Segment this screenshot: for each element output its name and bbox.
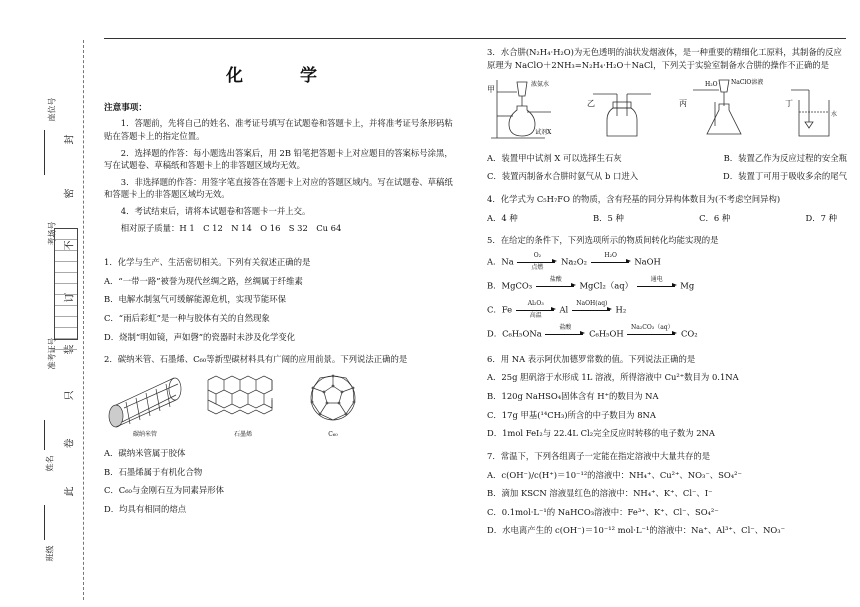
rx-condition: 高温 (529, 311, 542, 319)
question-3-options-row (487, 170, 847, 183)
reaction-arrow (627, 325, 677, 343)
reaction-arrow (545, 325, 585, 343)
c60-caption: C₆₀ (328, 430, 338, 438)
reaction-arrow (517, 253, 557, 271)
apparatus-text: H₂O (705, 81, 718, 89)
field-name: 姓名 (45, 455, 55, 472)
question-4-option: A．4 种 (487, 212, 518, 223)
question-6-option: C．17g 甲基(¹⁴CH₃)所含的中子数目为 8NA (487, 409, 656, 420)
apparatus-figure (487, 76, 847, 146)
apparatus-jia (487, 76, 565, 146)
rx-condition: Al₂O₃ (527, 299, 544, 307)
question-6-option: D．1mol FeI₂与 22.4L Cl₂完全反应时转移的电子数为 2NA (487, 428, 715, 439)
carbon-materials-figure (104, 372, 459, 439)
question-6-option: B．120g NaHSO₄固体含有 H⁺的数目为 NA (487, 391, 659, 402)
apparatus-ding (785, 76, 847, 146)
field-seat-number-line (44, 130, 45, 175)
question-4-option: B．5 种 (593, 212, 624, 223)
rx-end: Mg (680, 280, 695, 291)
question-3-stem: 3．水合肼(N₂H₄·H₂O)为无色透明的油状发烟液体，是一种重要的精细化工原料，其制备的反应原理为 NaClO＋2NH₃=N₂H₄·H₂O＋NaCl，下列关于实验室制备水合肼的操作不正确的是 (487, 47, 842, 70)
question-5-option-b (487, 277, 847, 295)
rx-start: B．MgCO₃ (487, 280, 533, 291)
rx-condition: 盐酸 (549, 275, 562, 283)
field-exam-room: 考场号 (47, 221, 57, 246)
reaction-arrow (637, 277, 677, 295)
question-1-option: B．电解水制氢气可缓解能源危机，实现节能环保 (104, 294, 287, 305)
apparatus-text: 水 (831, 111, 838, 119)
question-4-options-row (487, 212, 847, 225)
apparatus-label: 乙 (587, 99, 595, 109)
apparatus-label: 丁 (785, 99, 793, 109)
notice-item: 4．考试结束后，请将本试题卷和答题卡一并上交。 (120, 206, 311, 217)
question-7-option: A．c(OH⁻)/c(H⁺)＝10⁻¹²的溶液中：NH₄⁺、Cu²⁺、NO₃⁻、SO₄²⁻ (487, 469, 742, 480)
question-7-stem: 7．常温下，下列各组离子一定能在指定溶液中大量共存的是 (487, 450, 711, 461)
rx-condition: H₂O (604, 251, 617, 259)
notice-heading: 注意事项： (104, 102, 147, 113)
rx-middle: MgCl₂（aq） (579, 280, 633, 291)
question-6-option: A．25g 胆矾溶于水形成 1L 溶液，所得溶液中 Cu²⁺数目为 0.1NA (487, 372, 739, 383)
question-4-option: D．7 种 (805, 212, 837, 223)
seal-char: 装 (64, 344, 76, 355)
page-title: 化 学 (226, 66, 337, 86)
binding-margin (0, 0, 100, 607)
seal-char: 封 (64, 134, 76, 145)
rx-middle: C₆H₅OH (589, 328, 624, 339)
question-1-stem: 1．化学与生产、生活密切相关。下列有关叙述正确的是 (104, 257, 311, 268)
atomic-mass-line: 相对原子质量：H 1 C 12 N 14 O 16 S 32 Cu 64 (120, 222, 342, 233)
question-7-option: B．滴加 KSCN 溶液显红色的溶液中：NH₄⁺、K⁺、Cl⁻、I⁻ (487, 488, 713, 499)
rx-end: CO₂ (681, 328, 698, 339)
question-1-option: A．“一带一路”被誉为现代丝绸之路，丝绸属于纤维素 (104, 275, 303, 286)
question-2-option: A．碳纳米管属于胶体 (104, 447, 186, 458)
question-3-option: B．装置乙作为反应过程的安全瓶 (723, 152, 847, 163)
question-1-option: C．“雨后彩虹”是一种与胶体有关的自然现象 (104, 313, 270, 324)
rx-middle: Al (559, 304, 569, 315)
notice-item: 1．答题前，先将自己的姓名、准考证号填写在试题卷和答题卡上，并将准考证号条形码粘贴在答题卡上的指定位置。 (104, 118, 453, 141)
notice-item: 2．选择题的作答：每小题选出答案后，用 2B 铅笔把答题卡上对应题目的答案标号涂黑，写在试题卷、草稿纸和答题卡上的非答题区域均无效。 (104, 147, 453, 171)
rx-middle: Na₂O₂ (561, 256, 587, 267)
rx-condition: 点燃 (531, 263, 544, 271)
apparatus-text: 浓氨水 (531, 81, 550, 89)
field-admission-number: 准考证号 (47, 337, 57, 370)
question-5-option-d (487, 325, 847, 343)
rx-end: NaOH (634, 256, 661, 267)
question-4-option: C．6 种 (699, 212, 731, 223)
apparatus-bing (679, 76, 763, 146)
apparatus-label: 甲 (487, 85, 495, 95)
notice-item: 3．非选择题的作答：用签字笔直接答在答题卡上对应的答题区域内。写在试题卷、草稿纸和答题卡上的非答题区域均无效。 (104, 176, 453, 200)
reaction-arrow (516, 301, 556, 319)
carbon-nanotube-figure (104, 372, 186, 439)
header-rule (104, 38, 846, 39)
carbon-nanotube-caption: 碳纳米管 (132, 430, 157, 438)
seal-char: 卷 (64, 438, 76, 449)
question-5-stem: 5．在给定的条件下，下列选项所示的物质间转化均能实现的是 (487, 235, 719, 246)
rx-start: C．Fe (487, 304, 513, 315)
apparatus-label: 丙 (679, 99, 687, 109)
seal-char: 密 (64, 188, 76, 199)
question-2-option: C．C₆₀与金刚石互为同素异形体 (104, 485, 225, 496)
rx-end: H₂ (615, 304, 627, 315)
question-3-option: D．装置丁可用于吸收多余的尾气 (723, 171, 847, 182)
rx-condition: Na₂CO₃（aq） (631, 323, 674, 331)
apparatus-text: 试剂X (535, 129, 552, 137)
rx-condition: 盐酸 (559, 323, 572, 331)
question-1-option: D．烧制“明如镜，声如磬”的瓷器时未涉及化学变化 (104, 331, 296, 342)
seal-line (83, 40, 84, 600)
seal-char: 订 (64, 292, 76, 303)
graphene-caption: 石墨烯 (233, 430, 252, 438)
rx-condition: NaOH(aq) (576, 299, 608, 307)
apparatus-text: NaClO溶液 (731, 79, 763, 87)
rx-condition: 通电 (650, 275, 663, 283)
question-7-option: C．0.1mol·L⁻¹的 NaHCO₃溶液中：Fe³⁺、K⁺、Cl⁻、SO₄²⁻ (487, 506, 719, 517)
field-class-line (44, 505, 45, 540)
seal-char: 只 (64, 390, 76, 401)
rx-start: A．Na (487, 256, 514, 267)
left-column (104, 46, 459, 521)
question-5-option-c (487, 301, 847, 319)
question-2-option: D．均具有相同的熔点 (104, 503, 187, 514)
question-7-option: D．水电离产生的 c(OH⁻)＝10⁻¹² mol·L⁻¹的溶液中：Na⁺、Al³⁺、Cl⁻、NO₃⁻ (487, 525, 786, 536)
seal-char: 此 (64, 486, 76, 497)
question-2-stem: 2．碳纳米管、石墨烯、C₆₀等新型碳材料具有广阔的应用前景。下列说法正确的是 (104, 354, 408, 365)
c60-figure (300, 372, 366, 439)
apparatus-yi (587, 76, 657, 146)
field-seat-number: 座位号 (47, 97, 57, 122)
seal-char: 不 (64, 240, 76, 251)
question-3-option: C．装置丙制备水合肼时氨气从 b 口进入 (487, 171, 639, 182)
reaction-arrow (591, 253, 631, 271)
question-2-option: B．石墨烯属于有机化合物 (104, 466, 203, 477)
question-3-option: A．装置甲中试剂 X 可以选择生石灰 (487, 152, 622, 163)
question-6-stem: 6．用 NA 表示阿伏加德罗常数的值。下列说法正确的是 (487, 353, 696, 364)
exam-number-grid (54, 228, 78, 340)
field-name-line (44, 420, 45, 450)
field-class: 班级 (45, 545, 55, 562)
question-4-stem: 4．化学式为 C₅H₇FO 的物质，含有羟基的同分异构体数目为(不考虑空间异构) (487, 194, 781, 205)
question-5-option-a (487, 253, 847, 271)
reaction-arrow (572, 301, 612, 319)
reaction-arrow (536, 277, 576, 295)
right-column (487, 46, 847, 543)
question-3-options-row (487, 152, 847, 165)
rx-start: D．C₆H₅ONa (487, 328, 542, 339)
graphene-figure (202, 372, 284, 439)
rx-condition: O₂ (533, 251, 542, 259)
